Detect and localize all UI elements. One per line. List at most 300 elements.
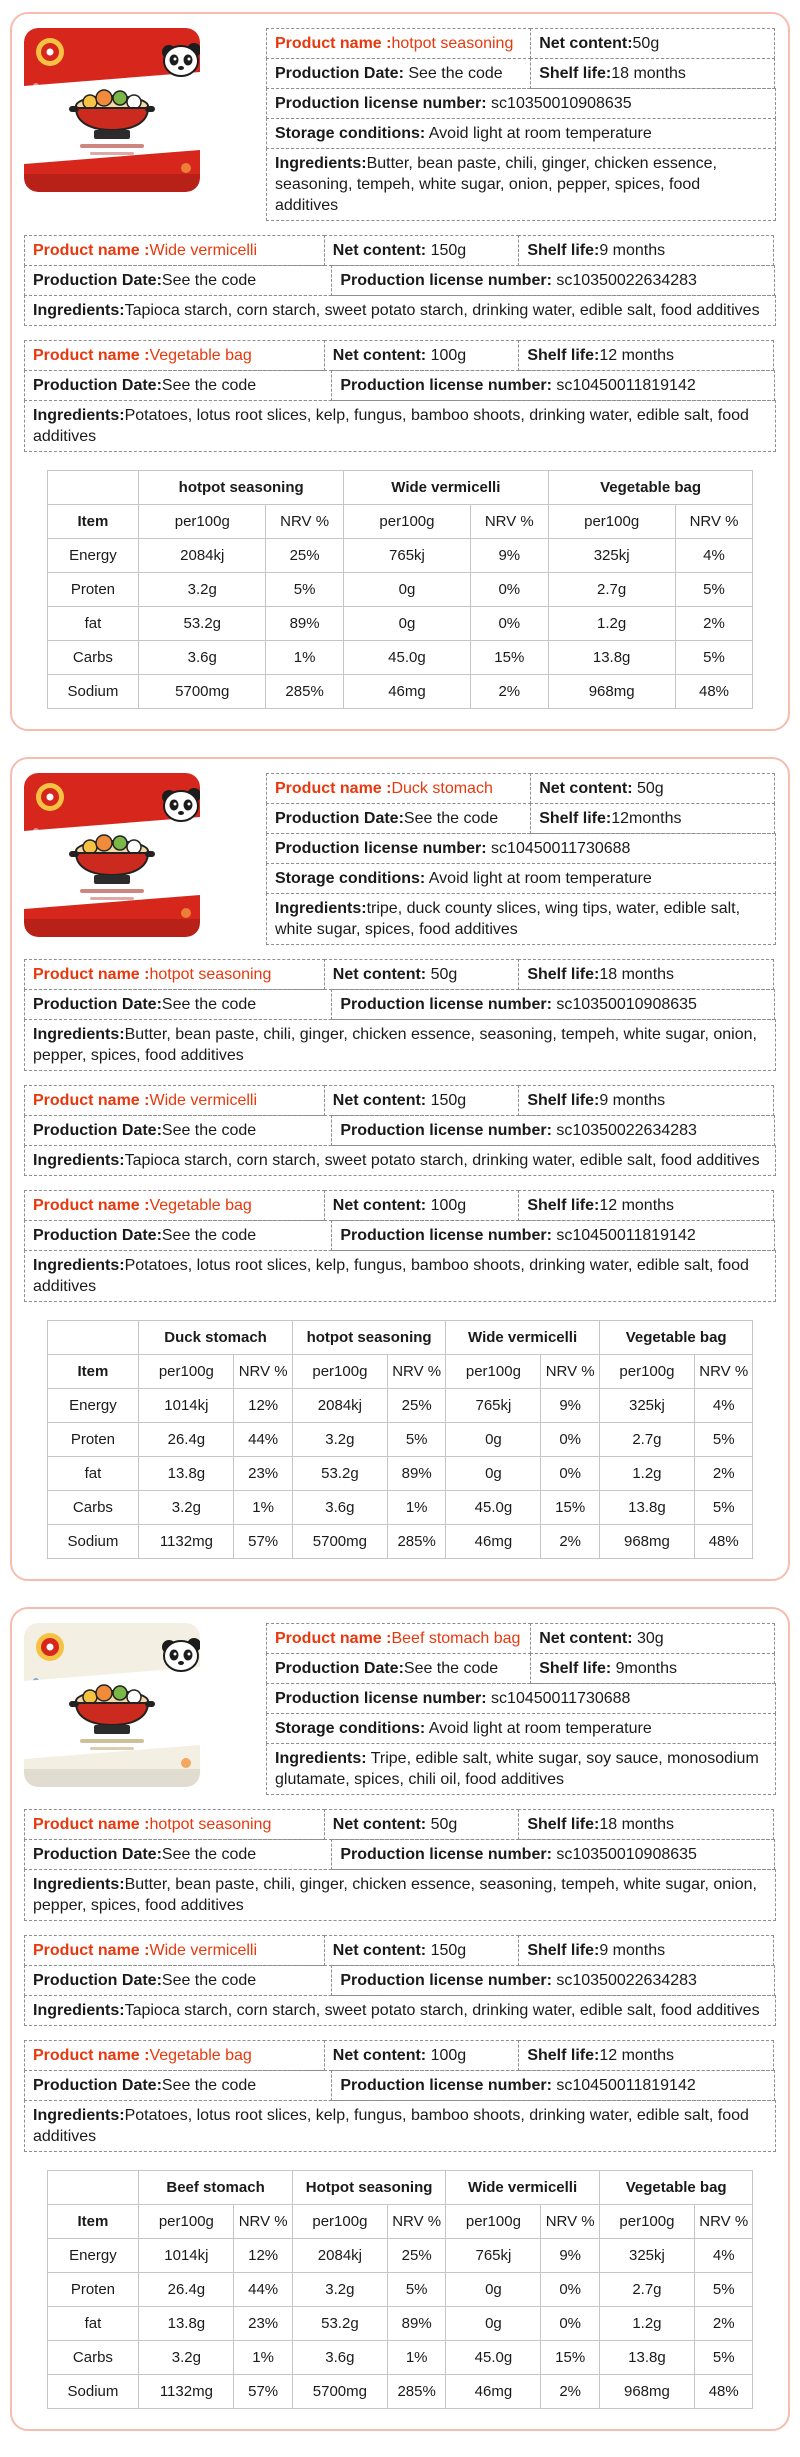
per100g-header: per100g	[548, 505, 675, 539]
license-value: sc10450011730688	[486, 1690, 631, 1707]
nrv-cell: 1%	[234, 1491, 292, 1525]
production-date-value: See the code	[161, 377, 257, 394]
nrv-cell: 1%	[234, 2341, 292, 2375]
ingredients-cell	[24, 1145, 776, 1176]
ingredients-value: Potatoes, lotus root slices, kelp, fungus, bamboo shoots, drinking water, edible salt, food additives	[33, 407, 749, 445]
license-label: Production license number:	[340, 272, 552, 289]
net-content-value: 50g	[632, 35, 660, 52]
card-top	[24, 28, 776, 221]
product-name-cell	[24, 1085, 325, 1116]
nrv-header: NRV %	[541, 1355, 599, 1389]
nrv-header: NRV %	[387, 2205, 445, 2239]
license-value: sc10450011730688	[486, 840, 631, 857]
table-group-name: Vegetable bag	[599, 1321, 753, 1355]
nrv-header: NRV %	[675, 505, 753, 539]
product-name-label: Product name :	[33, 1942, 150, 1959]
info-row	[24, 1809, 776, 1840]
nrv-cell: 23%	[234, 1457, 292, 1491]
per100g-header: per100g	[292, 1355, 387, 1389]
nutrition-table-wrap	[47, 2170, 754, 2409]
value-cell: 2084kj	[292, 2239, 387, 2273]
ingredients-value: Butter, bean paste, chili, ginger, chicken essence, seasoning, tempeh, white sugar, onion, pepper, spices, food additives	[275, 155, 717, 214]
table-group-header-row	[47, 2171, 753, 2205]
value-cell: 26.4g	[139, 1423, 234, 1457]
value-cell: 325kj	[599, 2239, 694, 2273]
shelf-life-value: 9 months	[599, 242, 666, 259]
table-data-row	[47, 2375, 753, 2409]
sub-products	[24, 1809, 776, 2152]
production-date-label: Production Date:	[33, 377, 162, 394]
info-row	[24, 989, 776, 1020]
panda-icon	[162, 1638, 200, 1671]
sub-products	[24, 959, 776, 1302]
ingredients-label: Ingredients:	[33, 1876, 125, 1893]
sub-product-block	[24, 1085, 776, 1176]
primary-product-info	[266, 773, 776, 945]
table-data-row	[47, 2273, 753, 2307]
net-content-cell	[324, 235, 520, 266]
table-data-row	[47, 2341, 753, 2375]
table-data-row	[47, 1457, 753, 1491]
license-value: sc10350022634283	[551, 1122, 697, 1139]
license-value: sc10350010908635	[486, 95, 632, 112]
nrv-cell: 4%	[675, 539, 753, 573]
sub-product-block	[24, 1190, 776, 1302]
value-cell: 13.8g	[139, 2307, 234, 2341]
value-cell: 765kj	[344, 539, 471, 573]
nrv-cell: 57%	[234, 2375, 292, 2409]
license-value: sc10350010908635	[551, 1846, 697, 1863]
value-cell: 3.6g	[292, 1491, 387, 1525]
production-date-label: Production Date:	[33, 272, 162, 289]
net-content-value: 150g	[426, 242, 467, 259]
net-content-cell	[324, 1809, 520, 1840]
product-name-value: hotpot seasoning	[149, 1816, 272, 1833]
net-content-label: Net content:	[332, 1816, 427, 1833]
production-date-cell	[266, 803, 531, 834]
storage-cell	[266, 863, 776, 894]
product-name-cell	[24, 2040, 325, 2071]
production-date-label: Production Date:	[275, 1660, 404, 1677]
value-cell: 325kj	[599, 1389, 694, 1423]
value-cell: 13.8g	[599, 1491, 694, 1525]
brand-badge-icon	[36, 1633, 64, 1661]
value-cell: 3.2g	[139, 1491, 234, 1525]
product-name-label: Product name :	[33, 1816, 150, 1833]
net-content-cell	[324, 2040, 520, 2071]
per100g-header: per100g	[599, 2205, 694, 2239]
production-date-cell	[24, 1220, 332, 1251]
shelf-life-cell	[530, 803, 775, 834]
product-name-cell	[266, 1623, 531, 1654]
shelf-life-label: Shelf life:	[539, 810, 612, 827]
info-row	[266, 893, 776, 945]
info-row	[266, 118, 776, 149]
production-date-cell	[266, 58, 531, 89]
table-data-row	[47, 1525, 753, 1559]
net-content-cell	[324, 1190, 520, 1221]
net-content-cell	[324, 1935, 520, 1966]
nrv-cell: 1%	[387, 1491, 445, 1525]
shelf-life-label: Shelf life:	[539, 65, 612, 82]
table-corner-cell	[47, 2171, 139, 2205]
table-group-name: Wide vermicelli	[344, 471, 549, 505]
info-row	[24, 2040, 776, 2071]
shelf-life-value: 12 months	[599, 347, 675, 364]
nrv-cell: 15%	[541, 2341, 599, 2375]
info-row	[24, 1965, 776, 1996]
product-name-value: Wide vermicelli	[149, 1092, 258, 1109]
net-content-label: Net content:	[539, 35, 633, 52]
table-data-row	[47, 607, 753, 641]
shelf-life-cell	[518, 1935, 774, 1966]
value-cell: 0g	[446, 1457, 541, 1491]
license-cell	[331, 1839, 775, 1870]
nrv-cell: 5%	[675, 573, 753, 607]
shelf-life-value: 18 months	[611, 65, 686, 82]
product-name-label: Product name :	[33, 1197, 150, 1214]
value-cell: 53.2g	[139, 607, 266, 641]
production-date-value: See the code	[161, 272, 257, 289]
license-value: sc10350010908635	[551, 996, 697, 1013]
product-name-value: Vegetable bag	[149, 347, 252, 364]
license-value: sc10450011819142	[551, 2077, 696, 2094]
value-cell: 45.0g	[446, 2341, 541, 2375]
product-name-label: Product name :	[33, 242, 150, 259]
nrv-cell: 57%	[234, 1525, 292, 1559]
nrv-cell: 2%	[675, 607, 753, 641]
nrv-cell: 285%	[266, 675, 344, 709]
ingredients-cell	[24, 1995, 776, 2026]
production-date-cell	[24, 2070, 332, 2101]
ingredients-label: Ingredients:	[33, 1026, 125, 1043]
product-name-cell	[24, 1935, 325, 1966]
shelf-life-label: Shelf life:	[527, 966, 600, 983]
license-cell	[266, 833, 776, 864]
value-cell: 46mg	[446, 2375, 541, 2409]
nrv-cell: 5%	[387, 1423, 445, 1457]
brand-badge-icon	[36, 38, 64, 66]
value-cell: 1.2g	[599, 2307, 694, 2341]
sub-product-block	[24, 959, 776, 1071]
per100g-header: per100g	[139, 1355, 234, 1389]
ingredients-value: Butter, bean paste, chili, ginger, chicken essence, seasoning, tempeh, white sugar, onion, pepper, spices, food additives	[33, 1876, 757, 1914]
value-cell: 13.8g	[139, 1457, 234, 1491]
ingredients-value: Potatoes, lotus root slices, kelp, fungus, bamboo shoots, drinking water, edible salt, food additives	[33, 1257, 749, 1295]
shelf-life-value: 18 months	[599, 1816, 675, 1833]
sub-product-block	[24, 2040, 776, 2152]
value-cell: 3.6g	[139, 641, 266, 675]
production-date-cell	[24, 1115, 332, 1146]
ingredients-cell	[24, 1019, 776, 1071]
nrv-header: NRV %	[387, 1355, 445, 1389]
value-cell: 325kj	[548, 539, 675, 573]
ingredients-cell	[24, 295, 776, 326]
value-cell: 1014kj	[139, 1389, 234, 1423]
primary-product-info	[266, 28, 776, 221]
table-subheader-row	[47, 1355, 753, 1389]
nrv-cell: 48%	[675, 675, 753, 709]
production-date-value: See the code	[161, 2077, 257, 2094]
license-label: Production license number:	[340, 1846, 552, 1863]
nutrition-table	[47, 1320, 754, 1559]
license-cell	[266, 88, 776, 119]
license-cell	[331, 1965, 775, 1996]
ingredients-value: tripe, duck county slices, wing tips, water, edible salt, white sugar, spices, food additives	[275, 900, 741, 938]
shelf-life-value: 9 months	[599, 1942, 666, 1959]
nrv-cell: 23%	[234, 2307, 292, 2341]
info-row	[266, 1653, 776, 1684]
per100g-header: per100g	[292, 2205, 387, 2239]
product-name-cell	[24, 1809, 325, 1840]
product-name-value: hotpot seasoning	[391, 35, 514, 52]
nrv-cell: 89%	[266, 607, 344, 641]
nutrition-table-wrap	[47, 1320, 754, 1559]
storage-value: Avoid light at room temperature	[425, 870, 652, 887]
production-date-value: See the code	[403, 810, 499, 827]
product-name-label: Product name :	[33, 347, 150, 364]
info-row	[24, 235, 776, 266]
per100g-header: per100g	[446, 1355, 541, 1389]
shelf-life-label: Shelf life:	[527, 1197, 600, 1214]
shelf-life-label: Shelf life:	[527, 1942, 600, 1959]
nrv-cell: 0%	[541, 1423, 599, 1457]
nrv-cell: 2%	[541, 2375, 599, 2409]
net-content-label: Net content:	[539, 780, 633, 797]
brand-badge-icon	[36, 783, 64, 811]
license-label: Production license number:	[340, 1122, 552, 1139]
value-cell: 3.2g	[292, 1423, 387, 1457]
product-artwork	[24, 28, 200, 192]
shelf-life-value: 12 months	[599, 2047, 675, 2064]
info-row	[266, 28, 776, 59]
nrv-cell: 9%	[541, 2239, 599, 2273]
info-row	[266, 58, 776, 89]
production-date-label: Production Date:	[33, 1122, 162, 1139]
net-content-label: Net content:	[332, 2047, 427, 2064]
production-date-label: Production Date:	[33, 1846, 162, 1863]
shelf-life-value: 9 months	[599, 1092, 666, 1109]
nrv-cell: 285%	[387, 2375, 445, 2409]
shelf-life-cell	[518, 340, 774, 371]
ingredients-label: Ingredients:	[33, 1257, 125, 1274]
primary-product-info	[266, 1623, 776, 1795]
value-cell: 5700mg	[139, 675, 266, 709]
row-label: Sodium	[47, 675, 139, 709]
nrv-cell: 0%	[541, 1457, 599, 1491]
info-row	[24, 1019, 776, 1071]
net-content-label: Net content:	[332, 347, 427, 364]
shelf-life-label: Shelf life:	[527, 242, 600, 259]
nrv-cell: 44%	[234, 1423, 292, 1457]
ingredients-value: Tapioca starch, corn starch, sweet potato starch, drinking water, edible salt, food additives	[124, 2002, 760, 2019]
nrv-cell: 1%	[387, 2341, 445, 2375]
panda-icon	[162, 43, 200, 76]
production-date-value: See the code	[161, 996, 257, 1013]
license-value: sc10350022634283	[551, 1972, 697, 1989]
info-row	[24, 1145, 776, 1176]
product-artwork	[24, 1623, 200, 1787]
product-name-value: Duck stomach	[391, 780, 493, 797]
ingredients-cell	[266, 148, 776, 221]
shelf-life-value: 12 months	[599, 1197, 675, 1214]
license-cell	[331, 1115, 775, 1146]
item-header: Item	[47, 505, 139, 539]
nutrition-table-wrap	[47, 470, 754, 709]
product-card-hotpot-seasoning	[10, 12, 790, 731]
info-row	[24, 1935, 776, 1966]
product-artwork	[24, 773, 200, 937]
production-date-cell	[24, 1839, 332, 1870]
nrv-cell: 2%	[541, 1525, 599, 1559]
hotpot-package-illustration	[24, 1623, 200, 1787]
net-content-value: 150g	[426, 1942, 467, 1959]
table-group-name: Wide vermicelli	[446, 1321, 600, 1355]
net-content-cell	[324, 1085, 520, 1116]
table-group-name: Hotpot seasoning	[292, 2171, 446, 2205]
nrv-cell: 1%	[266, 641, 344, 675]
value-cell: 968mg	[599, 1525, 694, 1559]
nrv-cell: 5%	[695, 1423, 753, 1457]
storage-value: Avoid light at room temperature	[425, 125, 652, 142]
storage-label: Storage conditions:	[275, 870, 426, 887]
sub-product-block	[24, 1809, 776, 1921]
row-label: Carbs	[47, 2341, 139, 2375]
nrv-cell: 48%	[695, 1525, 753, 1559]
nrv-cell: 15%	[470, 641, 548, 675]
net-content-value: 50g	[426, 1816, 458, 1833]
net-content-cell	[530, 1623, 775, 1654]
nutrition-table	[47, 470, 754, 709]
nrv-header: NRV %	[234, 1355, 292, 1389]
license-cell	[331, 989, 775, 1020]
info-row	[266, 1743, 776, 1795]
license-cell	[331, 265, 775, 296]
table-data-row	[47, 1491, 753, 1525]
value-cell: 53.2g	[292, 2307, 387, 2341]
nrv-cell: 5%	[695, 1491, 753, 1525]
nrv-cell: 48%	[695, 2375, 753, 2409]
value-cell: 765kj	[446, 1389, 541, 1423]
row-label: Proten	[47, 1423, 139, 1457]
row-label: Proten	[47, 573, 139, 607]
nrv-cell: 12%	[234, 1389, 292, 1423]
product-name-cell	[24, 1190, 325, 1221]
value-cell: 46mg	[446, 1525, 541, 1559]
ingredients-cell	[24, 400, 776, 452]
table-data-row	[47, 539, 753, 573]
nrv-cell: 285%	[387, 1525, 445, 1559]
net-content-value: 150g	[426, 1092, 467, 1109]
product-name-label: Product name :	[33, 2047, 150, 2064]
ingredients-cell	[266, 1743, 776, 1795]
table-group-name: Vegetable bag	[599, 2171, 753, 2205]
shelf-life-cell	[518, 959, 774, 990]
production-date-label: Production Date:	[275, 65, 404, 82]
table-group-name: hotpot seasoning	[292, 1321, 446, 1355]
table-corner-cell	[47, 1321, 139, 1355]
nrv-header: NRV %	[541, 2205, 599, 2239]
storage-cell	[266, 118, 776, 149]
table-group-header-row	[47, 1321, 753, 1355]
value-cell: 46mg	[344, 675, 471, 709]
nrv-header: NRV %	[695, 2205, 753, 2239]
ingredients-value: Tapioca starch, corn starch, sweet potato starch, drinking water, edible salt, food additives	[124, 1152, 760, 1169]
value-cell: 1.2g	[548, 607, 675, 641]
value-cell: 0g	[344, 607, 471, 641]
row-label: Sodium	[47, 1525, 139, 1559]
info-row	[24, 1220, 776, 1251]
row-label: Carbs	[47, 641, 139, 675]
nrv-cell: 0%	[541, 2273, 599, 2307]
license-label: Production license number:	[340, 377, 552, 394]
nrv-cell: 2%	[695, 2307, 753, 2341]
storage-value: Avoid light at room temperature	[425, 1720, 652, 1737]
per100g-header: per100g	[139, 2205, 234, 2239]
ingredients-label: Ingredients:	[33, 407, 125, 424]
production-date-cell	[266, 1653, 531, 1684]
nrv-cell: 9%	[541, 1389, 599, 1423]
table-data-row	[47, 573, 753, 607]
shelf-life-label: Shelf life:	[527, 2047, 600, 2064]
value-cell: 2084kj	[292, 1389, 387, 1423]
nrv-cell: 5%	[695, 2273, 753, 2307]
info-row	[24, 959, 776, 990]
nrv-cell: 0%	[541, 2307, 599, 2341]
info-row	[24, 1250, 776, 1302]
value-cell: 5700mg	[292, 1525, 387, 1559]
license-value: sc10350022634283	[551, 272, 697, 289]
production-date-label: Production Date:	[33, 1227, 162, 1244]
nrv-cell: 25%	[387, 2239, 445, 2273]
nrv-header: NRV %	[266, 505, 344, 539]
product-name-label: Product name :	[275, 35, 392, 52]
table-data-row	[47, 641, 753, 675]
production-date-cell	[24, 1965, 332, 1996]
shelf-life-label: Shelf life:	[539, 1660, 612, 1677]
sub-product-block	[24, 235, 776, 326]
value-cell: 0g	[446, 2273, 541, 2307]
production-date-value: See the code	[161, 1227, 257, 1244]
value-cell: 2084kj	[139, 539, 266, 573]
row-label: Energy	[47, 2239, 139, 2273]
product-name-cell	[24, 959, 325, 990]
license-value: sc10450011819142	[551, 1227, 696, 1244]
license-label: Production license number:	[275, 1690, 487, 1707]
value-cell: 26.4g	[139, 2273, 234, 2307]
net-content-value: 50g	[632, 780, 664, 797]
table-group-name: Duck stomach	[139, 1321, 293, 1355]
production-date-label: Production Date:	[275, 810, 404, 827]
shelf-life-cell	[530, 1653, 775, 1684]
value-cell: 3.6g	[292, 2341, 387, 2375]
info-row	[24, 2100, 776, 2152]
production-date-cell	[24, 370, 332, 401]
info-row	[24, 400, 776, 452]
net-content-cell	[324, 959, 520, 990]
table-data-row	[47, 2307, 753, 2341]
table-data-row	[47, 2239, 753, 2273]
value-cell: 0g	[446, 1423, 541, 1457]
value-cell: 1.2g	[599, 1457, 694, 1491]
value-cell: 2.7g	[599, 1423, 694, 1457]
value-cell: 2.7g	[548, 573, 675, 607]
info-row	[266, 833, 776, 864]
table-group-header-row	[47, 471, 753, 505]
nrv-cell: 9%	[470, 539, 548, 573]
net-content-value: 100g	[426, 347, 467, 364]
production-date-value: See the code	[161, 1122, 257, 1139]
